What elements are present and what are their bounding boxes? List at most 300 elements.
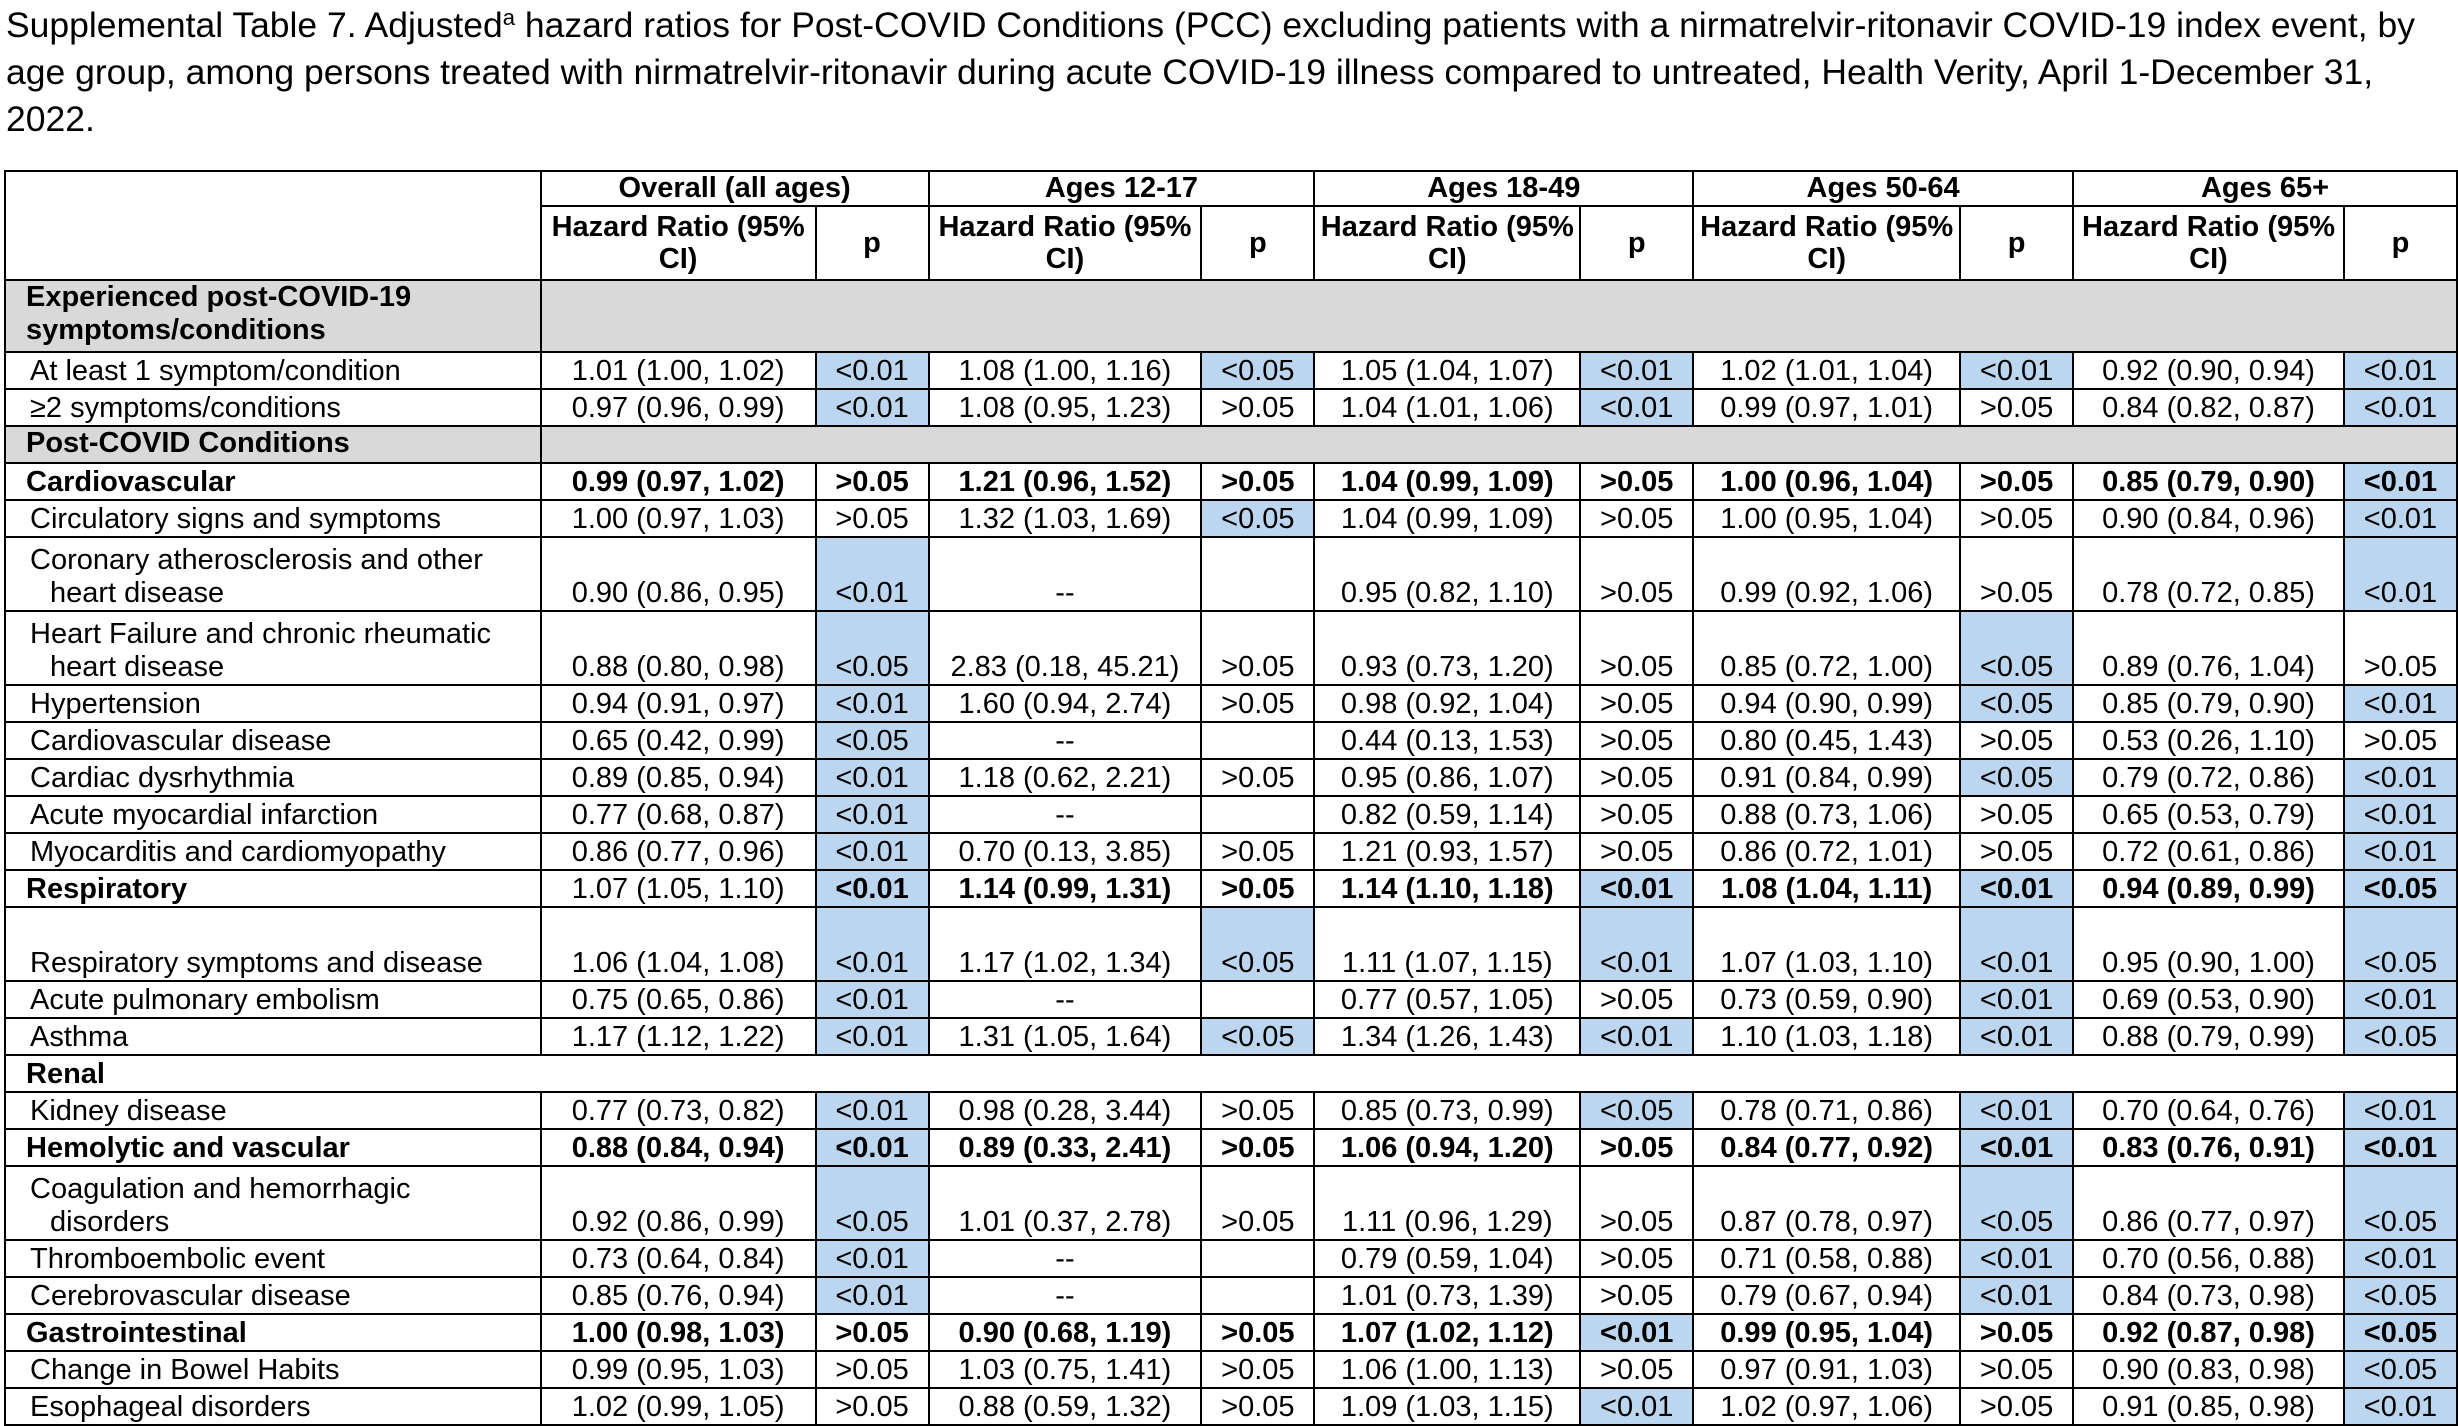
row-label: Heart Failure and chronic rheumatic heart disease (5, 611, 541, 685)
p-value-cell: <0.01 (2344, 537, 2457, 611)
p-value-cell: <0.05 (2344, 1351, 2457, 1388)
p-value-cell: >0.05 (1580, 1166, 1693, 1240)
p-value-cell: <0.01 (1580, 1388, 1693, 1425)
p-value-cell: >0.05 (1201, 833, 1314, 870)
table-row (5, 907, 2457, 981)
p-value-cell: >0.05 (816, 1314, 929, 1351)
hazard-ratio-cell: 0.77 (0.57, 1.05) (1314, 981, 1580, 1018)
p-value-cell: <0.01 (1580, 1314, 1693, 1351)
hazard-ratio-cell: -- (929, 981, 1202, 1018)
p-value-cell: >0.05 (1201, 685, 1314, 722)
p-value-cell: <0.01 (2344, 833, 2457, 870)
p-value-cell: <0.01 (816, 1129, 929, 1166)
p-value-cell: <0.01 (1580, 352, 1693, 389)
hazard-ratio-cell: 0.80 (0.45, 1.43) (1693, 722, 1960, 759)
row-label: At least 1 symptom/condition (5, 352, 541, 389)
group-header-ages-12-17: Ages 12-17 (929, 171, 1315, 206)
p-value-cell: >0.05 (1960, 389, 2073, 426)
caption-text-end: hazard ratios for Post-COVID Conditions (PCC) excluding patients with a nirmatrelvir-ritonavir COVID-19 index event, by age group, among persons treated with nirmatrelvir-ritonavir during acute COVID-19 illness compared to untreated, Health Verity, April 1-December 31, 2022. (6, 5, 2415, 139)
hazard-ratio-cell: 0.85 (0.76, 0.94) (541, 1277, 816, 1314)
table-row (5, 833, 2457, 870)
p-value-cell: <0.01 (816, 870, 929, 907)
p-value-cell: <0.05 (1201, 500, 1314, 537)
hazard-ratio-cell: 0.97 (0.96, 0.99) (541, 389, 816, 426)
hazard-ratio-cell: 1.17 (1.12, 1.22) (541, 1018, 816, 1055)
p-value-cell: >0.05 (816, 1351, 929, 1388)
table-row (5, 1351, 2457, 1388)
p-value-cell: >0.05 (1201, 1388, 1314, 1425)
hazard-ratio-table (4, 170, 2458, 1426)
hazard-ratio-cell: 0.73 (0.59, 0.90) (1693, 981, 1960, 1018)
p-value-cell: >0.05 (2344, 722, 2457, 759)
p-value-cell: >0.05 (1960, 833, 2073, 870)
table-row (5, 759, 2457, 796)
row-label: Acute myocardial infarction (5, 796, 541, 833)
header-group-row (5, 171, 2457, 206)
p-value-cell: <0.01 (1960, 352, 2073, 389)
hazard-ratio-cell: 0.79 (0.67, 0.94) (1693, 1277, 1960, 1314)
p-value-cell: <0.05 (2344, 1277, 2457, 1314)
table-row (5, 611, 2457, 685)
row-label: Coronary atherosclerosis and other heart disease (5, 537, 541, 611)
hazard-ratio-cell: 0.95 (0.86, 1.07) (1314, 759, 1580, 796)
hazard-ratio-cell: -- (929, 537, 1202, 611)
hazard-ratio-cell: 0.86 (0.77, 0.96) (541, 833, 816, 870)
hazard-ratio-cell: 0.92 (0.86, 0.99) (541, 1166, 816, 1240)
hazard-ratio-cell: 0.65 (0.42, 0.99) (541, 722, 816, 759)
hazard-ratio-cell: 1.00 (0.95, 1.04) (1693, 500, 1960, 537)
hr-column-header: Hazard Ratio (95% CI) (2073, 206, 2344, 280)
p-value-cell: >0.05 (1580, 611, 1693, 685)
p-value-cell: <0.05 (1960, 1166, 2073, 1240)
hazard-ratio-cell: 0.83 (0.76, 0.91) (2073, 1129, 2344, 1166)
hr-column-header: Hazard Ratio (95% CI) (541, 206, 816, 280)
hazard-ratio-cell: 0.94 (0.90, 0.99) (1693, 685, 1960, 722)
p-value-cell: <0.01 (816, 352, 929, 389)
p-value-cell: <0.05 (2344, 907, 2457, 981)
hazard-ratio-cell: 1.08 (1.00, 1.16) (929, 352, 1202, 389)
category-data-row (5, 870, 2457, 907)
hazard-ratio-cell: 0.89 (0.76, 1.04) (2073, 611, 2344, 685)
p-value-cell: >0.05 (1580, 833, 1693, 870)
p-value-cell: >0.05 (1580, 537, 1693, 611)
hazard-ratio-cell: 1.11 (0.96, 1.29) (1314, 1166, 1580, 1240)
hazard-ratio-cell: 0.69 (0.53, 0.90) (2073, 981, 2344, 1018)
p-value-cell: <0.05 (2344, 1018, 2457, 1055)
category-data-row (5, 1129, 2457, 1166)
row-label: Kidney disease (5, 1092, 541, 1129)
hazard-ratio-cell: 1.11 (1.07, 1.15) (1314, 907, 1580, 981)
section-label: Experienced post-COVID-19 symptoms/conditions (5, 280, 541, 352)
table-row (5, 1388, 2457, 1425)
caption-text-start: Supplemental Table 7. Adjusted (6, 5, 503, 45)
hazard-ratio-cell: 0.99 (0.95, 1.03) (541, 1351, 816, 1388)
hazard-ratio-cell: 0.88 (0.80, 0.98) (541, 611, 816, 685)
section-row (5, 426, 2457, 463)
hazard-ratio-cell: 0.88 (0.84, 0.94) (541, 1129, 816, 1166)
hazard-ratio-cell: 0.99 (0.95, 1.04) (1693, 1314, 1960, 1351)
row-label: Esophageal disorders (5, 1388, 541, 1425)
p-value-cell: >0.05 (1201, 463, 1314, 500)
p-value-cell: >0.05 (1960, 537, 2073, 611)
p-value-cell: <0.01 (816, 759, 929, 796)
p-value-cell: >0.05 (1580, 463, 1693, 500)
p-value-cell: <0.01 (816, 833, 929, 870)
hazard-ratio-cell: 1.06 (0.94, 1.20) (1314, 1129, 1580, 1166)
p-value-cell: >0.05 (1201, 759, 1314, 796)
p-value-cell: <0.01 (2344, 389, 2457, 426)
p-value-cell: <0.01 (1960, 981, 2073, 1018)
hazard-ratio-cell: 1.06 (1.00, 1.13) (1314, 1351, 1580, 1388)
hazard-ratio-cell: 1.18 (0.62, 2.21) (929, 759, 1202, 796)
category-data-row (5, 1314, 2457, 1351)
p-value-cell (1201, 1277, 1314, 1314)
p-value-cell: <0.01 (816, 685, 929, 722)
hazard-ratio-cell: 0.95 (0.82, 1.10) (1314, 537, 1580, 611)
p-value-cell: >0.05 (1201, 1166, 1314, 1240)
p-value-cell: <0.01 (2344, 500, 2457, 537)
hazard-ratio-cell: 1.00 (0.98, 1.03) (541, 1314, 816, 1351)
hazard-ratio-cell: 0.91 (0.84, 0.99) (1693, 759, 1960, 796)
p-value-cell: >0.05 (1580, 1129, 1693, 1166)
hazard-ratio-cell: 0.98 (0.28, 3.44) (929, 1092, 1202, 1129)
hazard-ratio-cell: -- (929, 796, 1202, 833)
hazard-ratio-cell: 1.08 (1.04, 1.11) (1693, 870, 1960, 907)
p-value-cell: <0.01 (2344, 759, 2457, 796)
p-value-cell (1201, 981, 1314, 1018)
hazard-ratio-cell: 1.01 (0.37, 2.78) (929, 1166, 1202, 1240)
hazard-ratio-cell: 0.90 (0.68, 1.19) (929, 1314, 1202, 1351)
row-label: Myocarditis and cardiomyopathy (5, 833, 541, 870)
p-value-cell: <0.05 (1580, 1092, 1693, 1129)
hazard-ratio-cell: 0.84 (0.73, 0.98) (2073, 1277, 2344, 1314)
table-row (5, 1240, 2457, 1277)
hazard-ratio-cell: 1.07 (1.03, 1.10) (1693, 907, 1960, 981)
p-value-cell: <0.01 (816, 1092, 929, 1129)
hazard-ratio-cell: 1.00 (0.97, 1.03) (541, 500, 816, 537)
row-label: Cerebrovascular disease (5, 1277, 541, 1314)
hazard-ratio-cell: 0.70 (0.13, 3.85) (929, 833, 1202, 870)
table-row (5, 1092, 2457, 1129)
row-label: Circulatory signs and symptoms (5, 500, 541, 537)
p-column-header: p (1201, 206, 1314, 280)
p-value-cell: >0.05 (1580, 500, 1693, 537)
hazard-ratio-cell: 0.90 (0.84, 0.96) (2073, 500, 2344, 537)
p-value-cell: <0.01 (816, 1018, 929, 1055)
p-value-cell: >0.05 (1201, 1314, 1314, 1351)
hazard-ratio-cell: 1.05 (1.04, 1.07) (1314, 352, 1580, 389)
p-value-cell: <0.05 (816, 722, 929, 759)
hazard-ratio-cell: 1.02 (0.97, 1.06) (1693, 1388, 1960, 1425)
p-value-cell: <0.01 (1960, 907, 2073, 981)
table-row (5, 389, 2457, 426)
hazard-ratio-cell: 0.44 (0.13, 1.53) (1314, 722, 1580, 759)
hazard-ratio-cell: 0.85 (0.72, 1.00) (1693, 611, 1960, 685)
hazard-ratio-cell: 0.98 (0.92, 1.04) (1314, 685, 1580, 722)
p-value-cell: >0.05 (1960, 796, 2073, 833)
p-column-header: p (1960, 206, 2073, 280)
section-fill (541, 426, 2457, 463)
hazard-ratio-cell: 1.21 (0.93, 1.57) (1314, 833, 1580, 870)
section-label: Post-COVID Conditions (5, 426, 541, 463)
p-value-cell: >0.05 (1580, 1351, 1693, 1388)
p-value-cell: >0.05 (1960, 1351, 2073, 1388)
p-value-cell: <0.01 (1960, 1277, 2073, 1314)
hazard-ratio-cell: 1.00 (0.96, 1.04) (1693, 463, 1960, 500)
p-value-cell: >0.05 (816, 463, 929, 500)
p-value-cell: <0.01 (1580, 907, 1693, 981)
row-label: Cardiovascular (5, 463, 541, 500)
hazard-ratio-cell: 0.92 (0.90, 0.94) (2073, 352, 2344, 389)
row-label: Gastrointestinal (5, 1314, 541, 1351)
hazard-ratio-cell: 0.71 (0.58, 0.88) (1693, 1240, 1960, 1277)
p-value-cell: <0.05 (1960, 759, 2073, 796)
hazard-ratio-cell: 0.90 (0.86, 0.95) (541, 537, 816, 611)
hazard-ratio-cell: 1.31 (1.05, 1.64) (929, 1018, 1202, 1055)
p-value-cell: <0.01 (2344, 685, 2457, 722)
hazard-ratio-cell: 0.93 (0.73, 1.20) (1314, 611, 1580, 685)
hazard-ratio-cell: 0.79 (0.72, 0.86) (2073, 759, 2344, 796)
row-label: Cardiac dysrhythmia (5, 759, 541, 796)
p-value-cell: >0.05 (1960, 500, 2073, 537)
hazard-ratio-cell: 1.04 (0.99, 1.09) (1314, 500, 1580, 537)
p-value-cell: >0.05 (1580, 759, 1693, 796)
table-row (5, 537, 2457, 611)
hazard-ratio-cell: 1.08 (0.95, 1.23) (929, 389, 1202, 426)
row-label: Acute pulmonary embolism (5, 981, 541, 1018)
row-label: Respiratory symptoms and disease (5, 907, 541, 981)
hazard-ratio-cell: 0.86 (0.77, 0.97) (2073, 1166, 2344, 1240)
hazard-ratio-cell: 0.97 (0.91, 1.03) (1693, 1351, 1960, 1388)
hazard-ratio-cell: 0.53 (0.26, 1.10) (2073, 722, 2344, 759)
p-value-cell (1201, 1240, 1314, 1277)
p-value-cell: <0.05 (2344, 1314, 2457, 1351)
p-value-cell (1201, 537, 1314, 611)
p-value-cell: <0.01 (1580, 1018, 1693, 1055)
hr-column-header: Hazard Ratio (95% CI) (1693, 206, 1960, 280)
table-row (5, 722, 2457, 759)
hazard-ratio-cell: 0.72 (0.61, 0.86) (2073, 833, 2344, 870)
hazard-ratio-cell: 1.04 (0.99, 1.09) (1314, 463, 1580, 500)
p-value-cell: <0.01 (1960, 1018, 2073, 1055)
p-value-cell: <0.01 (2344, 463, 2457, 500)
hazard-ratio-cell: 0.85 (0.73, 0.99) (1314, 1092, 1580, 1129)
p-value-cell: <0.05 (2344, 870, 2457, 907)
hazard-ratio-cell: 0.88 (0.73, 1.06) (1693, 796, 1960, 833)
p-value-cell: <0.05 (1201, 907, 1314, 981)
row-label: Respiratory (5, 870, 541, 907)
p-value-cell: <0.01 (816, 796, 929, 833)
table-row (5, 685, 2457, 722)
p-value-cell: <0.05 (1960, 685, 2073, 722)
category-row (5, 1055, 2457, 1092)
table-row (5, 1277, 2457, 1314)
hazard-ratio-cell: 0.78 (0.72, 0.85) (2073, 537, 2344, 611)
hazard-ratio-cell: 0.94 (0.89, 0.99) (2073, 870, 2344, 907)
hazard-ratio-cell: 0.84 (0.82, 0.87) (2073, 389, 2344, 426)
hazard-ratio-cell: 1.60 (0.94, 2.74) (929, 685, 1202, 722)
p-value-cell: >0.05 (1960, 463, 2073, 500)
hazard-ratio-cell: 1.10 (1.03, 1.18) (1693, 1018, 1960, 1055)
p-value-cell: <0.01 (1580, 389, 1693, 426)
p-value-cell (1201, 796, 1314, 833)
p-value-cell: <0.01 (1960, 870, 2073, 907)
hazard-ratio-cell: 1.14 (0.99, 1.31) (929, 870, 1202, 907)
hazard-ratio-cell: 1.06 (1.04, 1.08) (541, 907, 816, 981)
p-column-header: p (1580, 206, 1693, 280)
hazard-ratio-cell: 1.07 (1.02, 1.12) (1314, 1314, 1580, 1351)
hazard-ratio-cell: 0.94 (0.91, 0.97) (541, 685, 816, 722)
p-value-cell: <0.05 (816, 1166, 929, 1240)
hazard-ratio-cell: 1.01 (0.73, 1.39) (1314, 1277, 1580, 1314)
p-value-cell: <0.01 (2344, 1240, 2457, 1277)
p-value-cell: <0.01 (2344, 352, 2457, 389)
p-value-cell: >0.05 (2344, 611, 2457, 685)
hazard-ratio-cell: 0.89 (0.85, 0.94) (541, 759, 816, 796)
hazard-ratio-cell: 0.65 (0.53, 0.79) (2073, 796, 2344, 833)
p-value-cell: <0.05 (1201, 352, 1314, 389)
p-value-cell: >0.05 (1580, 796, 1693, 833)
table-row (5, 796, 2457, 833)
p-value-cell: >0.05 (1580, 981, 1693, 1018)
p-value-cell: >0.05 (1201, 1351, 1314, 1388)
hazard-ratio-cell: 0.88 (0.79, 0.99) (2073, 1018, 2344, 1055)
hazard-ratio-cell: 1.21 (0.96, 1.52) (929, 463, 1202, 500)
hazard-ratio-cell: -- (929, 722, 1202, 759)
table-caption (6, 2, 2446, 143)
p-value-cell: <0.01 (1960, 1092, 2073, 1129)
p-value-cell: >0.05 (1201, 1129, 1314, 1166)
group-header-ages-18-49: Ages 18-49 (1314, 171, 1693, 206)
hazard-ratio-cell: 0.89 (0.33, 2.41) (929, 1129, 1202, 1166)
table-row (5, 1018, 2457, 1055)
p-value-cell: >0.05 (816, 500, 929, 537)
hazard-ratio-cell: 0.85 (0.79, 0.90) (2073, 463, 2344, 500)
hr-column-header: Hazard Ratio (95% CI) (1314, 206, 1580, 280)
row-label: Change in Bowel Habits (5, 1351, 541, 1388)
hazard-ratio-cell: 0.86 (0.72, 1.01) (1693, 833, 1960, 870)
table-row (5, 352, 2457, 389)
hazard-ratio-cell: 0.82 (0.59, 1.14) (1314, 796, 1580, 833)
p-value-cell: >0.05 (1580, 685, 1693, 722)
hazard-ratio-cell: 1.07 (1.05, 1.10) (541, 870, 816, 907)
hazard-ratio-cell: 1.03 (0.75, 1.41) (929, 1351, 1202, 1388)
table-row (5, 1166, 2457, 1240)
hazard-ratio-cell: 0.84 (0.77, 0.92) (1693, 1129, 1960, 1166)
p-value-cell: <0.01 (816, 1240, 929, 1277)
hazard-ratio-cell: 0.99 (0.97, 1.01) (1693, 389, 1960, 426)
category-data-row (5, 463, 2457, 500)
p-value-cell: <0.01 (2344, 981, 2457, 1018)
hazard-ratio-cell: 1.32 (1.03, 1.69) (929, 500, 1202, 537)
hazard-ratio-cell: 0.73 (0.64, 0.84) (541, 1240, 816, 1277)
hazard-ratio-cell: 1.01 (1.00, 1.02) (541, 352, 816, 389)
hazard-ratio-cell: -- (929, 1277, 1202, 1314)
hazard-ratio-cell: 0.92 (0.87, 0.98) (2073, 1314, 2344, 1351)
hazard-ratio-cell: 0.70 (0.64, 0.76) (2073, 1092, 2344, 1129)
p-value-cell: >0.05 (1201, 1092, 1314, 1129)
hazard-ratio-cell: 0.77 (0.73, 0.82) (541, 1092, 816, 1129)
hazard-ratio-cell: 1.02 (0.99, 1.05) (541, 1388, 816, 1425)
hazard-ratio-cell: 0.78 (0.71, 0.86) (1693, 1092, 1960, 1129)
p-value-cell: <0.01 (816, 389, 929, 426)
hazard-ratio-cell: -- (929, 1240, 1202, 1277)
row-label: Thromboembolic event (5, 1240, 541, 1277)
p-value-cell: <0.01 (1580, 870, 1693, 907)
p-value-cell: >0.05 (1960, 1314, 2073, 1351)
p-value-cell (1201, 722, 1314, 759)
hazard-ratio-cell: 0.87 (0.78, 0.97) (1693, 1166, 1960, 1240)
hazard-ratio-cell: 1.09 (1.03, 1.15) (1314, 1388, 1580, 1425)
hazard-ratio-cell: 0.85 (0.79, 0.90) (2073, 685, 2344, 722)
hazard-ratio-cell: 0.91 (0.85, 0.98) (2073, 1388, 2344, 1425)
p-value-cell: <0.01 (2344, 1388, 2457, 1425)
hr-column-header: Hazard Ratio (95% CI) (929, 206, 1202, 280)
caption-superscript: a (502, 4, 515, 30)
row-label: Cardiovascular disease (5, 722, 541, 759)
row-label: ≥2 symptoms/conditions (5, 389, 541, 426)
section-row (5, 280, 2457, 352)
hazard-ratio-cell: 1.17 (1.02, 1.34) (929, 907, 1202, 981)
p-value-cell: >0.05 (1580, 1240, 1693, 1277)
hazard-ratio-cell: 0.95 (0.90, 1.00) (2073, 907, 2344, 981)
row-label: Asthma (5, 1018, 541, 1055)
p-value-cell: <0.01 (816, 537, 929, 611)
hazard-ratio-cell: 0.75 (0.65, 0.86) (541, 981, 816, 1018)
p-value-cell: >0.05 (1960, 1388, 2073, 1425)
row-label: Hemolytic and vascular (5, 1129, 541, 1166)
p-value-cell: <0.01 (2344, 1129, 2457, 1166)
section-fill (541, 280, 2457, 352)
p-value-cell: <0.05 (2344, 1166, 2457, 1240)
hazard-ratio-cell: 0.99 (0.97, 1.02) (541, 463, 816, 500)
p-value-cell: <0.05 (816, 611, 929, 685)
hazard-ratio-cell: 1.04 (1.01, 1.06) (1314, 389, 1580, 426)
row-label: Hypertension (5, 685, 541, 722)
p-value-cell: <0.01 (816, 907, 929, 981)
p-value-cell: >0.05 (1201, 389, 1314, 426)
p-value-cell: <0.05 (1201, 1018, 1314, 1055)
p-value-cell: <0.05 (1960, 611, 2073, 685)
category-label: Renal (5, 1055, 2457, 1092)
hazard-ratio-cell: 1.14 (1.10, 1.18) (1314, 870, 1580, 907)
p-value-cell: >0.05 (1201, 870, 1314, 907)
hazard-ratio-cell: 1.34 (1.26, 1.43) (1314, 1018, 1580, 1055)
p-column-header: p (816, 206, 929, 280)
header-blank-cell (5, 171, 541, 280)
hazard-ratio-cell: 0.77 (0.68, 0.87) (541, 796, 816, 833)
p-value-cell: <0.01 (1960, 1129, 2073, 1166)
p-value-cell: <0.01 (2344, 1092, 2457, 1129)
hazard-ratio-cell: 0.99 (0.92, 1.06) (1693, 537, 1960, 611)
hazard-ratio-cell: 2.83 (0.18, 45.21) (929, 611, 1202, 685)
group-header-ages-50-64: Ages 50-64 (1693, 171, 2073, 206)
group-header-ages-65-plus: Ages 65+ (2073, 171, 2457, 206)
group-header-overall: Overall (all ages) (541, 171, 929, 206)
table-row (5, 500, 2457, 537)
p-value-cell: >0.05 (1201, 611, 1314, 685)
hazard-ratio-cell: 0.79 (0.59, 1.04) (1314, 1240, 1580, 1277)
p-value-cell: >0.05 (816, 1388, 929, 1425)
p-value-cell: <0.01 (816, 981, 929, 1018)
hazard-ratio-cell: 0.70 (0.56, 0.88) (2073, 1240, 2344, 1277)
p-value-cell: <0.01 (2344, 796, 2457, 833)
hazard-ratio-cell: 0.90 (0.83, 0.98) (2073, 1351, 2344, 1388)
row-label: Coagulation and hemorrhagic disorders (5, 1166, 541, 1240)
p-column-header: p (2344, 206, 2457, 280)
p-value-cell: <0.01 (1960, 1240, 2073, 1277)
p-value-cell: >0.05 (1580, 1277, 1693, 1314)
